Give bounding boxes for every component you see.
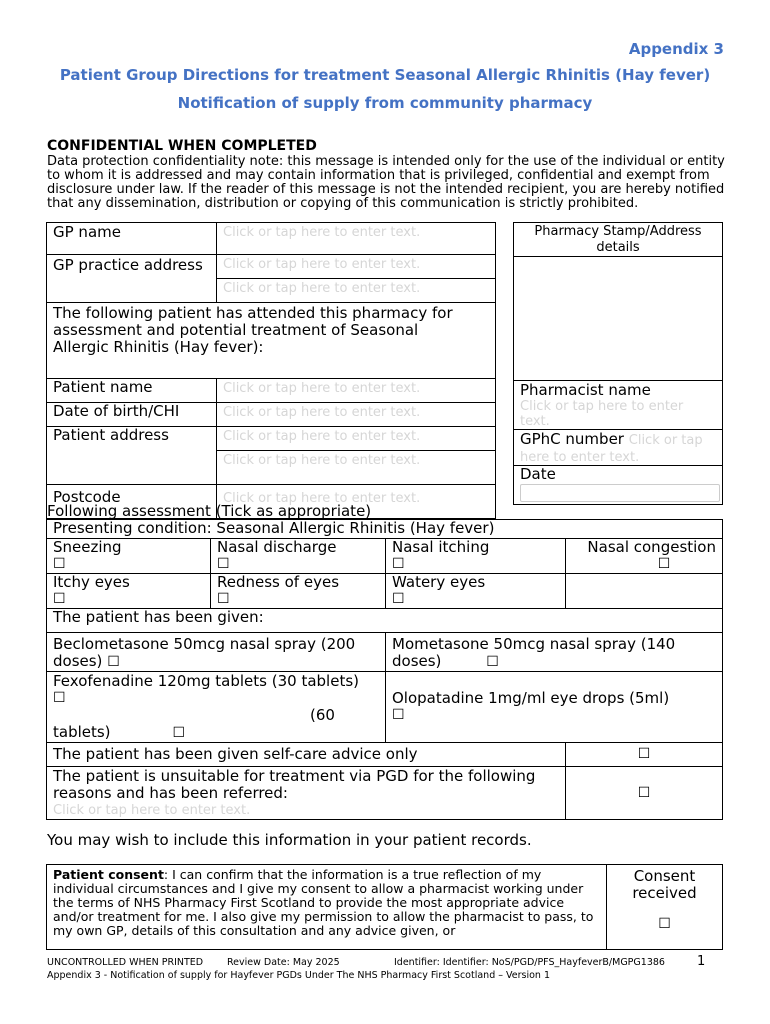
- itchy-eyes-checkbox[interactable]: ☐: [53, 591, 66, 607]
- placeholder-text: Click or tap here to enter text.: [223, 491, 421, 506]
- mometasone-label: Mometasone 50mcg nasal spray (140 doses): [392, 635, 676, 670]
- symptom-label: Watery eyes: [392, 573, 486, 591]
- symptom-label: Nasal congestion: [587, 538, 716, 556]
- unsuitable-checkbox[interactable]: ☐: [566, 767, 723, 820]
- watery-eyes-checkbox[interactable]: ☐: [392, 591, 405, 607]
- mometasone-option: [386, 633, 723, 672]
- symptom-itchy-eyes: [47, 574, 211, 609]
- date-cell: [514, 466, 723, 505]
- consent-text: : I can confirm that the information is a true reflection of my individual circumstances and I give my consent to allow a pharmacist working under the terms of NHS Pharmacy First Scotland to provide the most appropriate advice and/or treatment for me. I also give my permission to allow the pharmacist to pass, to my own GP, details of this consultation and any advice given, or: [53, 867, 594, 938]
- consent-received-cell: [607, 865, 723, 950]
- date-label: Date: [520, 465, 556, 483]
- placeholder-text: Click or tap here to enter text.: [223, 381, 421, 396]
- placeholder-text: Click or tap here to enter text.: [223, 429, 421, 444]
- symptom-label: Redness of eyes: [217, 573, 340, 591]
- patient-name-input[interactable]: [217, 379, 496, 403]
- dob-input[interactable]: [217, 403, 496, 427]
- attended-statement: [47, 303, 496, 379]
- fexofenadine-option: [47, 672, 386, 743]
- given-heading: The patient has been given:: [47, 609, 723, 633]
- fexofenadine-30-checkbox[interactable]: ☐: [53, 690, 66, 706]
- consent-label: Patient consent: [53, 867, 164, 882]
- gphc-cell: [514, 430, 723, 466]
- assessment-table: [46, 519, 723, 820]
- pharmacist-name-input[interactable]: Click or tap here to enter text.: [520, 399, 684, 429]
- attended-text: The following patient has attended this pharmacy for assessment and potential treatment of Seasonal Allergic Rhinitis (Hay fever):: [53, 304, 453, 356]
- empty-cell: [566, 574, 723, 609]
- gp-name-label: GP name: [47, 223, 217, 255]
- page-subtitle: Notification of supply from community pharmacy: [177, 94, 593, 112]
- uncontrolled-label: UNCONTROLLED WHEN PRINTED: [47, 957, 204, 968]
- review-date: Review Date: May 2025: [227, 957, 340, 968]
- fexofenadine-tablets-label: tablets): [53, 723, 111, 741]
- pharmacy-stamp-label: Pharmacy Stamp/Address details: [514, 223, 723, 257]
- pharmacy-stamp-area[interactable]: [514, 257, 723, 381]
- placeholder-text: Click or tap here to enter text.: [223, 257, 421, 272]
- consent-received-label: Consent received: [632, 867, 697, 902]
- beclometasone-checkbox[interactable]: ☐: [107, 654, 120, 670]
- consent-text-cell: [47, 865, 607, 950]
- gphc-label: GPhC number: [520, 430, 624, 448]
- unsuitable-cell: [47, 767, 566, 820]
- patient-address-input-1[interactable]: [217, 427, 496, 451]
- nasal-itching-checkbox[interactable]: ☐: [392, 556, 405, 572]
- symptom-nasal-discharge: [211, 539, 386, 574]
- gp-address-label: GP practice address: [47, 255, 217, 303]
- patient-address-label: Patient address: [47, 427, 217, 485]
- sneezing-checkbox[interactable]: ☐: [53, 556, 66, 572]
- postcode-label: Postcode: [47, 485, 217, 519]
- symptom-watery-eyes: [386, 574, 566, 609]
- placeholder-text: Click or tap here to enter text.: [223, 453, 421, 468]
- beclometasone-label: Beclometasone 50mcg nasal spray (200 doses): [53, 635, 356, 670]
- fexofenadine-60-checkbox[interactable]: ☐: [172, 725, 186, 741]
- symptom-nasal-congestion: [566, 539, 723, 574]
- gphc-input[interactable]: Click or tap here to enter text.: [520, 433, 703, 465]
- patient-address-input-2[interactable]: [217, 451, 496, 485]
- placeholder-text: Click or tap here to enter text.: [223, 405, 421, 420]
- pharmacist-name-cell: [514, 381, 723, 430]
- records-note: You may wish to include this information in your patient records.: [47, 831, 532, 849]
- gp-address-input-2[interactable]: [217, 279, 496, 303]
- patient-name-label: Patient name: [47, 379, 217, 403]
- confidentiality-note: Data protection confidentiality note: this message is intended only for the use of the individual or entity to whom it is addressed and may contain information that is privileged, confidential and exempt from disclosure under law. If the reader of this message is not the intended recipient, you are hereby notified that any dissemination, distribution or copying of this communication is strictly prohibited.: [47, 154, 725, 211]
- olopatadine-label: Olopatadine 1mg/ml eye drops (5ml): [392, 689, 670, 707]
- consent-checkbox[interactable]: ☐: [658, 916, 671, 932]
- assessment-heading: Following assessment (Tick as appropriate): [47, 502, 372, 520]
- fexofenadine-60-label: (60: [310, 706, 335, 724]
- consent-table: [46, 864, 723, 950]
- page-number: 1: [697, 954, 706, 969]
- pharmacy-table: [513, 222, 723, 505]
- symptom-label: Nasal discharge: [217, 538, 337, 556]
- symptom-nasal-itching: [386, 539, 566, 574]
- confidential-heading: CONFIDENTIAL WHEN COMPLETED: [47, 138, 317, 154]
- appendix-label: Appendix 3: [628, 40, 724, 58]
- selfcare-checkbox[interactable]: ☐: [566, 743, 723, 767]
- symptom-label: Nasal itching: [392, 538, 490, 556]
- olopatadine-option: [386, 672, 723, 743]
- referral-input[interactable]: Click or tap here to enter text.: [53, 803, 251, 818]
- symptom-label: Itchy eyes: [53, 573, 130, 591]
- placeholder-text: Click or tap here to enter text.: [223, 281, 421, 296]
- unsuitable-label: The patient is unsuitable for treatment via PGD for the following reasons and has been referred:: [53, 767, 536, 802]
- patient-details-table: [46, 222, 496, 519]
- symptom-label: Sneezing: [53, 538, 122, 556]
- nasal-discharge-checkbox[interactable]: ☐: [217, 556, 230, 572]
- presenting-condition: Presenting condition: Seasonal Allergic Rhinitis (Hay fever): [47, 520, 723, 539]
- gp-name-input[interactable]: [217, 223, 496, 255]
- page-title: Patient Group Directions for treatment Seasonal Allergic Rhinitis (Hay fever): [59, 66, 711, 84]
- olopatadine-checkbox[interactable]: ☐: [392, 707, 405, 723]
- dob-label: Date of birth/CHI: [47, 403, 217, 427]
- placeholder-text: Click or tap here to enter text.: [223, 225, 421, 240]
- redness-checkbox[interactable]: ☐: [217, 591, 230, 607]
- gp-address-input-1[interactable]: [217, 255, 496, 279]
- pharmacist-name-label: Pharmacist name: [520, 381, 651, 399]
- fexofenadine-label: Fexofenadine 120mg tablets (30 tablets): [53, 672, 359, 690]
- symptom-redness-of-eyes: [211, 574, 386, 609]
- identifier: Identifier: Identifier: NoS/PGD/PFS_HayfeverB/MGPG1386: [394, 957, 665, 968]
- nasal-congestion-checkbox[interactable]: ☐: [657, 556, 671, 572]
- mometasone-checkbox[interactable]: ☐: [486, 654, 499, 670]
- beclometasone-option: [47, 633, 386, 672]
- date-input[interactable]: [520, 484, 720, 502]
- selfcare-label: The patient has been given self-care advice only: [47, 743, 566, 767]
- document-footer: Appendix 3 - Notification of supply for Hayfever PGDs Under The NHS Pharmacy First Scotland – Version 1: [47, 970, 551, 981]
- symptom-sneezing: [47, 539, 211, 574]
